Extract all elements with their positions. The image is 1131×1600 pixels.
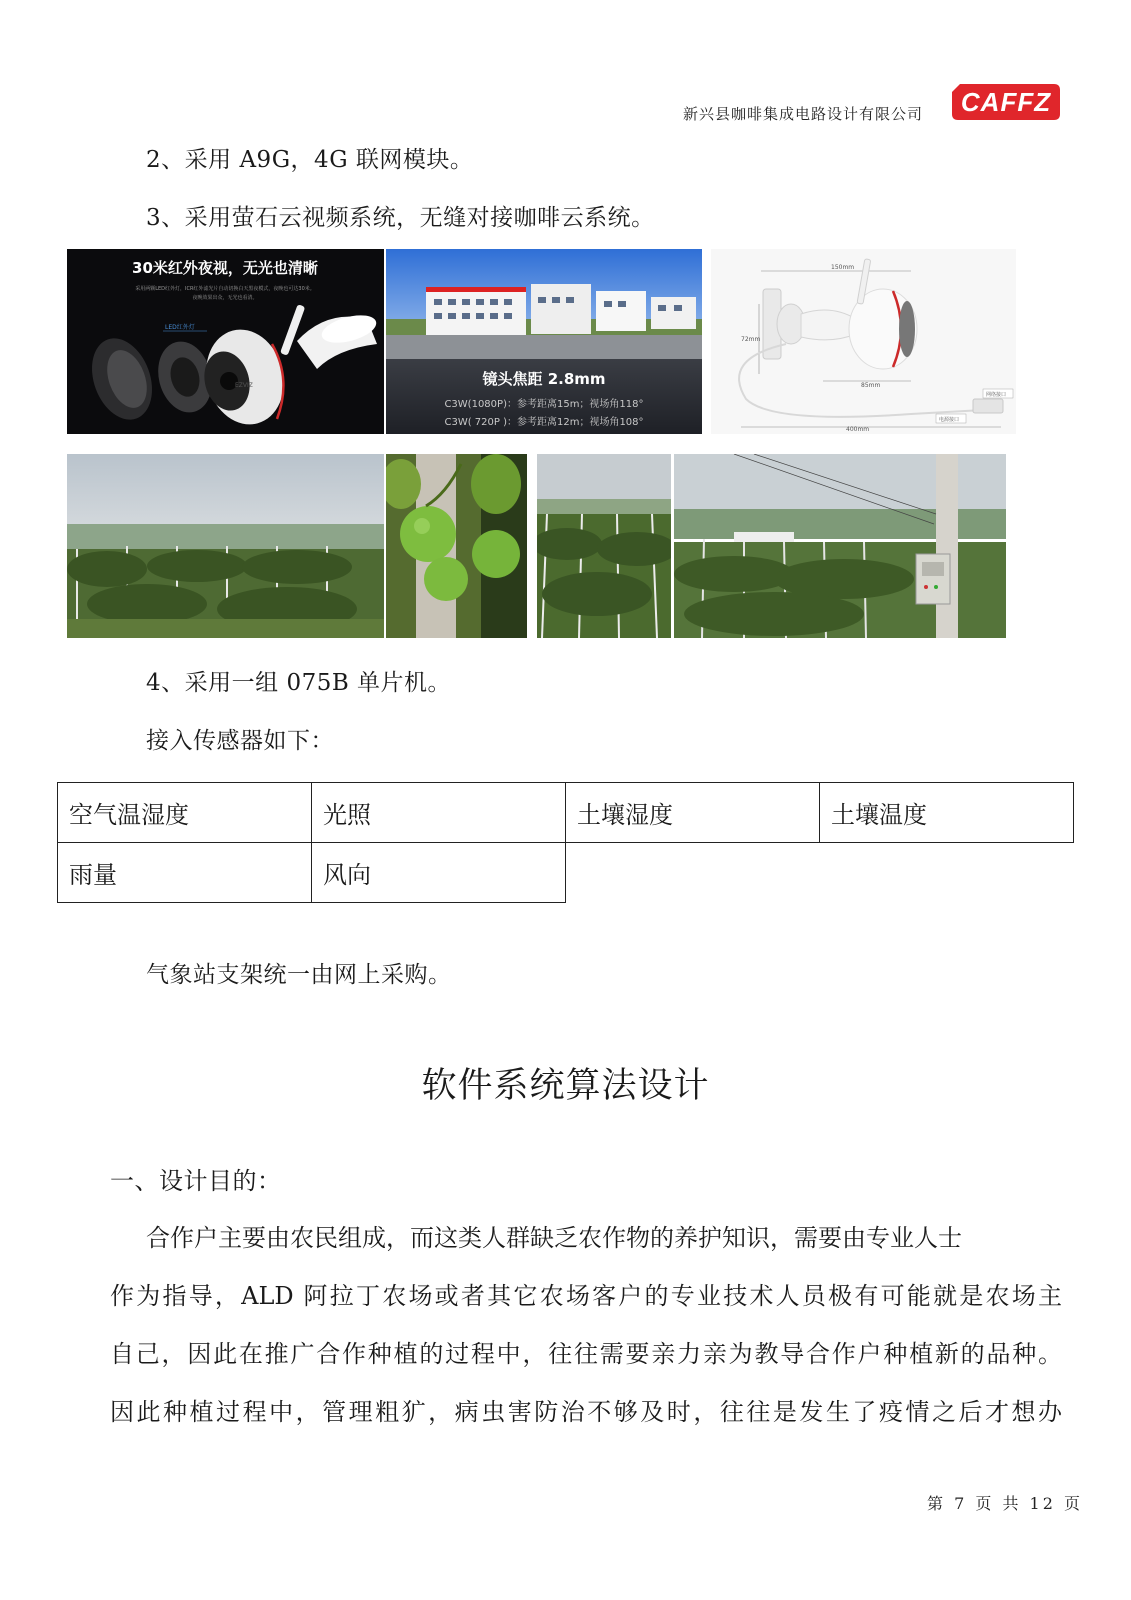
table-cell: 土壤湿度 xyxy=(566,783,820,843)
item-3-text: 3、采用萤石云视频系统，无缝对接咖啡云系统。 xyxy=(146,205,655,231)
page-number-footer: 第 7 页 共 12 页 xyxy=(927,1494,1083,1513)
item-4-text: 4、采用一组 075B 单片机。 xyxy=(146,670,452,696)
focal-length-line1: C3W(1080P)：参考距离15m；视场角118° xyxy=(444,399,644,410)
dim-left-label: 72mm xyxy=(741,336,761,343)
body-line-4: 因此种植过程中，管理粗犷，病虫害防治不够及时，往往是发生了疫情之后才想办 xyxy=(110,1398,1062,1426)
night-vision-sub2: 夜晚效果出众，无光也看清。 xyxy=(192,295,258,301)
table-row xyxy=(58,783,1074,843)
header-company-name: 新兴县咖啡集成电路设计有限公司 xyxy=(683,105,924,123)
camera-night-vision-image xyxy=(67,249,384,434)
table-cell: 光照 xyxy=(312,783,566,843)
camera-dimensions-image xyxy=(711,249,1016,434)
night-vision-headline: 30米红外夜视，无光也清晰 xyxy=(132,259,318,277)
table-cell: 风向 xyxy=(312,843,566,903)
focal-length-title: 镜头焦距 2.8mm xyxy=(482,370,606,388)
port-tag-network: 网络接口 xyxy=(986,392,1007,398)
dim-cable-label: 400mm xyxy=(846,426,870,433)
farm-field-photo-1 xyxy=(67,454,384,638)
focal-length-line2: C3W( 720P )：参考距离12m；视场角108° xyxy=(444,417,644,428)
body-line-1: 合作户主要由农民组成，而这类人群缺乏农作物的养护知识，需要由专业人士 xyxy=(146,1224,962,1252)
dim-top-label: 150mm xyxy=(831,264,855,271)
body-line-2: 作为指导，ALD 阿拉丁农场或者其它农场客户的专业技术人员极有可能就是农场主 xyxy=(110,1282,1062,1310)
farm-field-photo-2 xyxy=(537,454,671,638)
led-label: LED红外灯 xyxy=(165,324,195,331)
table-cell: 雨量 xyxy=(58,843,312,903)
night-vision-sub1: 采用两颗LED红外灯，ICR红外滤光片自动切换白天黑夜模式，夜晚也可达30米。 xyxy=(135,286,315,292)
table-row xyxy=(58,843,1074,903)
camera-focal-length-image xyxy=(386,249,702,434)
table-cell-empty xyxy=(566,843,820,903)
table-cell: 空气温湿度 xyxy=(58,783,312,843)
subsection-heading: 一、设计目的： xyxy=(110,1167,282,1195)
passion-fruit-photo xyxy=(386,454,527,638)
sensor-intro-text: 接入传感器如下： xyxy=(146,728,334,754)
company-logo xyxy=(950,82,1062,122)
section-title: 软件系统算法设计 xyxy=(421,1066,710,1106)
logo-text: CAFFZ xyxy=(960,87,1052,117)
item-2-text: 2、采用 A9G，4G 联网模块。 xyxy=(146,147,474,173)
table-cell: 土壤温度 xyxy=(820,783,1074,843)
brand-label: EZVIZ xyxy=(235,382,253,389)
weather-station-note: 气象站支架统一由网上采购。 xyxy=(146,962,452,988)
weather-station-photo xyxy=(674,454,1006,638)
port-tag-power: 电源接口 xyxy=(939,417,960,423)
dim-bottom-label: 85mm xyxy=(861,382,881,389)
table-cell-empty xyxy=(820,843,1074,903)
body-line-3: 自己，因此在推广合作种植的过程中，往往需要亲力亲为教导合作户种植新的品种。 xyxy=(110,1340,1062,1368)
sensor-table xyxy=(57,782,1074,903)
